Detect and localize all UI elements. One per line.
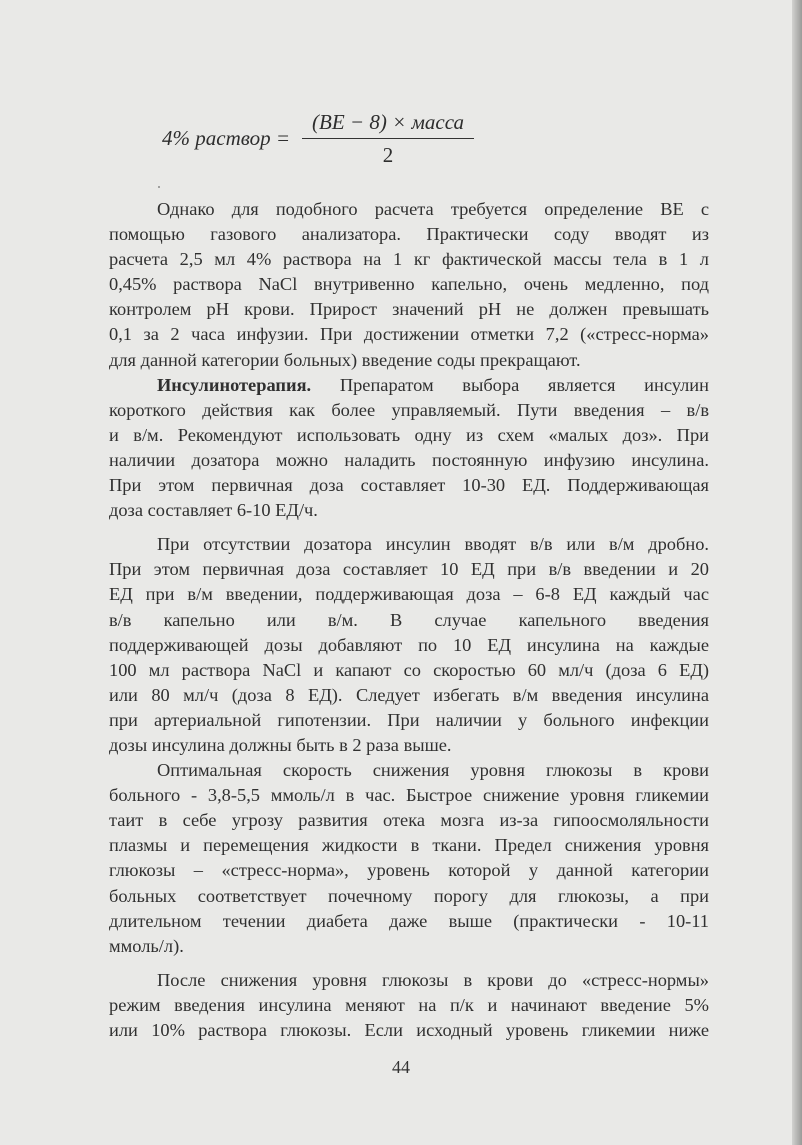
- paragraph-4-line-8: ммоль/л).: [109, 935, 184, 956]
- paragraph-3-line-5: поддерживающей дозы добавляют по 10 ЕД инсулина на каждые: [109, 634, 709, 655]
- formula-numerator: (BE − 8) × масса: [312, 110, 464, 134]
- paragraph-3-line-8: при артериальной гипотензии. При наличии у больного инфекции: [109, 709, 709, 730]
- body-text: [109, 197, 709, 1043]
- paragraph-2-line-5: При этом первичная доза составляет 10-30 ЕД. Поддерживающая: [109, 475, 709, 496]
- paragraph-5-line-2: режим введения инсулина меняют на п/к и начинают введение 5%: [109, 994, 709, 1015]
- scan-speck: [158, 186, 160, 188]
- paragraph-3-line-9: дозы инсулина должны быть в 2 раза выше.: [109, 734, 452, 755]
- paragraph-2-line-1: [109, 373, 709, 398]
- paragraph-2-line-6: доза составляет 6-10 ЕД/ч.: [109, 500, 318, 521]
- page-number: 44: [392, 1057, 410, 1077]
- paragraph-1-line-7: для данной категории больных) введение соды прекращают.: [109, 349, 581, 370]
- paragraph-5-line-3: или 10% раствора глюкозы. Если исходный уровень гликемии ниже: [109, 1020, 709, 1040]
- section-heading-insulin-therapy: Инсулинотерапия.: [157, 374, 312, 395]
- paragraph-1-line-3: расчета 2,5 мл 4% раствора на 1 кг фактической массы тела в 1 л: [109, 249, 709, 270]
- paragraph-3-line-6: 100 мл раствора NaCl и капают со скоростью 60 мл/ч (доза 6 ЕД): [109, 659, 709, 680]
- paragraph-4-line-4: плазмы и перемещения жидкости в ткани. Предел снижения уровня: [109, 835, 709, 856]
- paragraph-1-line-5: контролем pH крови. Прирост значений pH не должен превышать: [109, 299, 709, 320]
- fraction-bar: [302, 138, 474, 139]
- paragraph-1-line-6: 0,1 за 2 часа инфузии. При достижении отметки 7,2 («стресс-норма»: [109, 324, 709, 345]
- paragraph-4-line-1: Оптимальная скорость снижения уровня глюкозы в крови: [157, 760, 709, 781]
- paragraph-1-line-4: 0,45% раствора NaCl внутривенно капельно, очень медленно, под: [109, 274, 709, 295]
- formula-fraction: [302, 112, 474, 166]
- paragraph-5-line-1: После снижения уровня глюкозы в крови до «стресс-нормы»: [157, 969, 709, 990]
- paragraph-3-line-1: При отсутствии дозатора инсулин вводят в/в или в/м дробно.: [157, 534, 709, 555]
- paragraph-4-line-7: длительном течении диабета даже выше (практически - 10-11: [109, 910, 709, 931]
- paragraph-2-line-1-text: Препаратом выбора является инсулин: [339, 374, 709, 395]
- paragraph-1-line-1: Однако для подобного расчета требуется определение BE с: [157, 199, 709, 219]
- paragraph-3-line-7: или 80 мл/ч (доза 8 ЕД). Следует избегать в/м введения инсулина: [109, 684, 709, 705]
- paragraph-2-line-3: и в/м. Рекомендуют использовать одну из схем «малых доз». При: [109, 424, 709, 445]
- formula-lhs: 4% раствор =: [162, 126, 290, 150]
- paragraph-4-line-2: больного - 3,8-5,5 ммоль/л в час. Быстрое снижение уровня гликемии: [109, 785, 709, 806]
- paragraph-2-line-2: короткого действия как более управляемый. Пути введения – в/в: [109, 399, 709, 420]
- paragraph-1-line-2: помощью газового анализатора. Практически соду вводят из: [109, 224, 709, 245]
- page-edge-shadow: [792, 0, 802, 1145]
- paragraph-4-line-5: глюкозы – «стресс-норма», уровень которой у данной категории: [109, 860, 709, 881]
- paragraph-4-line-6: больных соответствует почечному порогу для глюкозы, а при: [109, 885, 709, 906]
- paragraph-4-line-3: таит в себе угрозу развития отека мозга из-за гипоосмоляльности: [109, 810, 709, 831]
- paragraph-2-line-4: наличии дозатора можно наладить постоянную инфузию инсулина.: [109, 449, 709, 470]
- paragraph-3-line-3: ЕД при в/м введении, поддерживающая доза – 6-8 ЕД каждый час: [109, 584, 709, 605]
- formula-denominator: 2: [382, 143, 394, 168]
- paragraph-3-line-2: При этом первичная доза составляет 10 ЕД при в/в введении и 20: [109, 559, 709, 580]
- paragraph-3-line-4: в/в капельно или в/м. В случае капельного введения: [109, 609, 709, 630]
